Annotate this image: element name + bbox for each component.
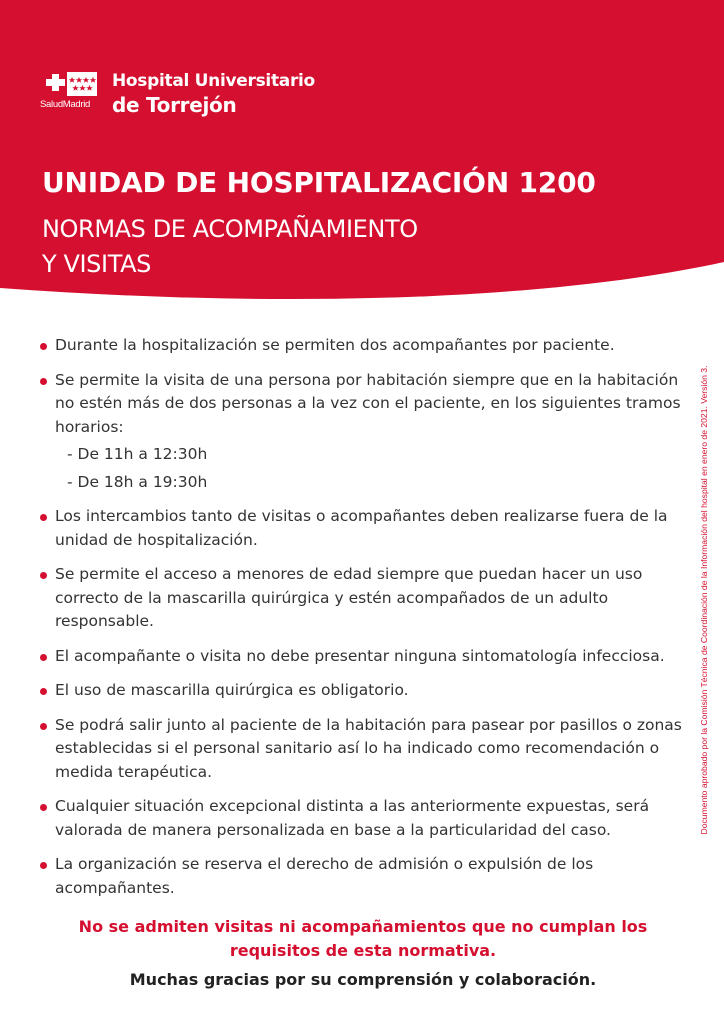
rule-text: Los intercambios tanto de visitas o acompañantes deben realizarse fuera de la unidad de hospitalización.: [55, 507, 668, 549]
thanks-message: Muchas gracias por su comprensión y colaboración.: [129, 970, 597, 989]
warning-line: requisitos de esta normativa.: [229, 940, 497, 960]
hospital-name-line2: de Torrejón: [112, 93, 237, 117]
warning-notice: [40, 915, 686, 962]
rule-item: [38, 505, 688, 552]
bullet-icon: [40, 688, 47, 695]
rule-item: [38, 334, 688, 358]
rule-text: Se permite la visita de una persona por habitación siempre que en la habitación no estén más de dos personas a la vez con el paciente, en los siguientes tramos horarios:: [55, 370, 681, 436]
bullet-icon: [40, 862, 47, 869]
rule-item: [38, 645, 688, 669]
rule-item: [38, 369, 688, 495]
rule-text: Cualquier situación excepcional distinta a las anteriormente expuestas, será valorada de manera personalizada en base a la particularidad del caso.: [55, 797, 650, 839]
rules-list: [38, 334, 688, 911]
rule-text: La organización se reserva el derecho de admisión o expulsión de los acompañantes.: [55, 855, 594, 897]
rule-item: [38, 563, 688, 634]
bullet-icon: [40, 723, 47, 730]
approval-side-note: Documento aprobado por la Comisión Técnica de Coordinación de la Información del hospital en enero de 2021. Versión 3.: [699, 365, 709, 835]
bullet-icon: [40, 343, 47, 350]
salud-madrid-label: SaludMadrid: [40, 99, 91, 110]
subtitle-line: Y VISITAS: [42, 250, 151, 278]
bullet-icon: [40, 804, 47, 811]
rule-item: [38, 853, 688, 900]
visiting-hours-item: - De 11h a 12:30h: [67, 445, 208, 463]
bullet-icon: [40, 378, 47, 385]
bullet-icon: [40, 572, 47, 579]
rule-item: [38, 795, 688, 842]
visiting-hours-item: - De 18h a 19:30h: [67, 472, 208, 491]
rule-text: Se podrá salir junto al paciente de la habitación para pasear por pasillos o zonas establecidas si el personal sanitario así lo ha indicado como recomendación o medida terapéutica.: [55, 715, 682, 781]
hospital-logo: [40, 70, 320, 120]
rule-item: [38, 679, 688, 703]
rule-item: [38, 714, 688, 785]
bullet-icon: [40, 654, 47, 661]
rule-text: Se permite el acceso a menores de edad siempre que puedan hacer un uso correcto de la mascarilla quirúrgica y estén acompañados de un adulto responsable.: [55, 565, 643, 630]
rule-text: El uso de mascarilla quirúrgica es obligatorio.: [55, 681, 409, 699]
unit-title: UNIDAD DE HOSPITALIZACIÓN 1200: [42, 166, 596, 199]
warning-line: No se admiten visitas ni acompañamientos que no cumplan los: [78, 917, 648, 936]
visiting-hours-list: [55, 443, 688, 494]
hospital-name-line1: Hospital Universitario: [112, 71, 315, 91]
rule-text: El acompañante o visita no debe presentar ninguna sintomatología infecciosa.: [55, 646, 665, 665]
bullet-icon: [40, 514, 47, 521]
comunidad-de-madrid-logo-icon: [40, 70, 102, 100]
subtitle: [42, 212, 418, 282]
subtitle-line: NORMAS DE ACOMPAÑAMIENTO: [42, 215, 418, 243]
rule-text: Durante la hospitalización se permiten dos acompañantes por paciente.: [55, 336, 615, 354]
